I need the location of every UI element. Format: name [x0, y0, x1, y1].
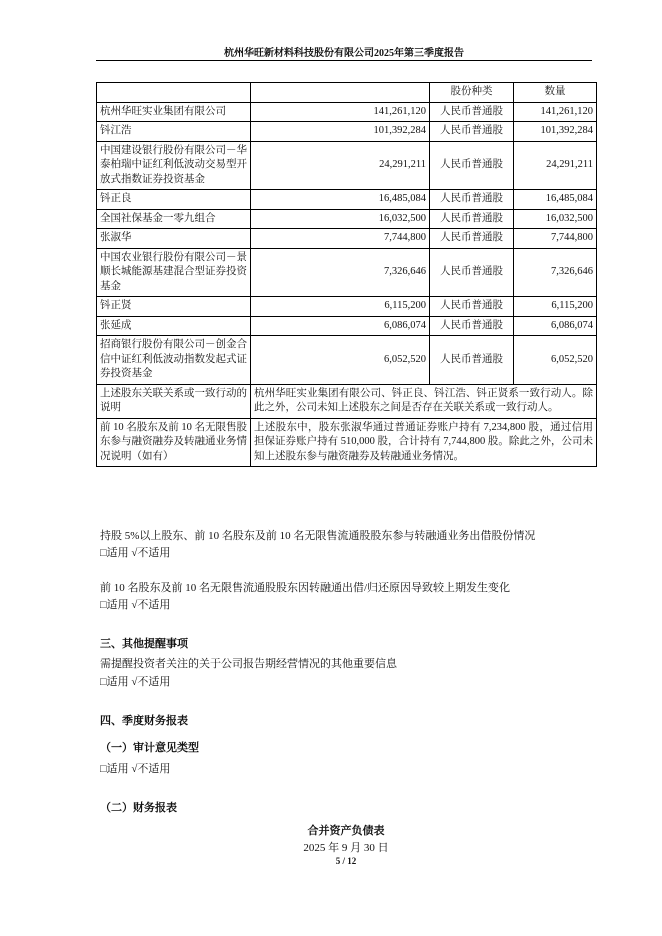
share-count-cell: 141,261,120	[251, 102, 430, 122]
table-row	[97, 229, 597, 249]
header-cell	[97, 83, 251, 103]
q1-options: □适用 √不适用	[100, 547, 171, 559]
shareholder-name-cell: 张延成	[97, 316, 251, 336]
shareholder-name-cell: 中国建设银行股份有限公司－华泰柏瑞中证红利低波动交易型开放式指数证券投资基金	[97, 141, 251, 190]
share-count-cell: 16,485,084	[251, 190, 430, 210]
share-type-cell: 人民币普通股	[430, 141, 514, 190]
share-count-cell: 16,032,500	[251, 209, 430, 229]
section3-options: □适用 √不适用	[100, 676, 171, 688]
share-type-cell: 人民币普通股	[430, 102, 514, 122]
table-row	[97, 336, 597, 385]
share-quantity-cell: 6,052,520	[514, 336, 597, 385]
share-count-cell: 6,052,520	[251, 336, 430, 385]
shareholder-name-cell: 杭州华旺实业集团有限公司	[97, 102, 251, 122]
relation-note-text: 杭州华旺实业集团有限公司、钭正良、钭江浩、钭正贤系一致行动人。除此之外，公司未知上述股东之间是否存在关联关系或一致行动人。	[251, 384, 597, 418]
share-count-cell: 24,291,211	[251, 141, 430, 190]
header-cell-quantity: 数量	[514, 83, 597, 103]
shareholder-name-cell: 钭江浩	[97, 122, 251, 142]
share-type-cell: 人民币普通股	[430, 190, 514, 210]
margin-note-label: 前 10 名股东及前 10 名无限售股东参与融资融券及转融通业务情况说明（如有）	[97, 418, 251, 467]
share-count-cell: 6,086,074	[251, 316, 430, 336]
share-quantity-cell: 16,485,084	[514, 190, 597, 210]
share-type-cell: 人民币普通股	[430, 316, 514, 336]
share-count-cell: 7,326,646	[251, 248, 430, 297]
balance-sheet-date: 2025 年 9 月 30 日	[303, 842, 389, 854]
relation-note-row	[97, 384, 597, 418]
table-row	[97, 190, 597, 210]
header-divider	[96, 60, 592, 61]
table-row	[97, 102, 597, 122]
table-row	[97, 209, 597, 229]
relation-note-label: 上述股东关联关系或一致行动的说明	[97, 384, 251, 418]
q1-text: 持股 5%以上股东、前 10 名股东及前 10 名无限售流通股股东参与转融通业务出借股份情况	[100, 530, 536, 542]
section3-text: 需提醒投资者关注的关于公司报告期经营情况的其他重要信息	[100, 658, 397, 670]
share-type-cell: 人民币普通股	[430, 122, 514, 142]
shareholder-name-cell: 中国农业银行股份有限公司－景顺长城能源基建混合型证券投资基金	[97, 248, 251, 297]
share-count-cell: 7,744,800	[251, 229, 430, 249]
share-count-cell: 101,392,284	[251, 122, 430, 142]
section4-1-title: （一）审计意见类型	[100, 742, 199, 754]
shareholder-name-cell: 张淑华	[97, 229, 251, 249]
shareholder-name-cell: 全国社保基金一零九组合	[97, 209, 251, 229]
section4-title: 四、季度财务报表	[100, 715, 188, 727]
table-row	[97, 122, 597, 142]
share-quantity-cell: 6,115,200	[514, 297, 597, 317]
share-quantity-cell: 101,392,284	[514, 122, 597, 142]
shareholder-name-cell: 招商银行股份有限公司－创金合信中证红利低波动指数发起式证券投资基金	[97, 336, 251, 385]
share-quantity-cell: 24,291,211	[514, 141, 597, 190]
page-number: 5 / 12	[335, 856, 357, 866]
share-count-cell: 6,115,200	[251, 297, 430, 317]
shareholder-name-cell: 钭正贤	[97, 297, 251, 317]
table-row	[97, 297, 597, 317]
q2-text: 前 10 名股东及前 10 名无限售流通股股东因转融通出借/归还原因导致较上期发生变化	[100, 582, 511, 594]
table-header-row	[97, 83, 597, 103]
section3-title: 三、其他提醒事项	[100, 638, 188, 650]
share-quantity-cell: 7,326,646	[514, 248, 597, 297]
share-type-cell: 人民币普通股	[430, 336, 514, 385]
table-row	[97, 141, 597, 190]
section4-1-options: □适用 √不适用	[100, 763, 171, 775]
margin-note-row	[97, 418, 597, 467]
share-type-cell: 人民币普通股	[430, 297, 514, 317]
header-cell-share-type: 股份种类	[430, 83, 514, 103]
share-quantity-cell: 7,744,800	[514, 229, 597, 249]
section4-2-title: （二）财务报表	[100, 802, 177, 814]
shareholder-name-cell: 钭正良	[97, 190, 251, 210]
table-row	[97, 316, 597, 336]
share-type-cell: 人民币普通股	[430, 229, 514, 249]
table-row	[97, 248, 597, 297]
share-quantity-cell: 6,086,074	[514, 316, 597, 336]
margin-note-text: 上述股东中，股东张淑华通过普通证券账户持有 7,234,800 股，通过信用担保证券账户持有 510,000 股，合计持有 7,744,800 股。除此之外，公司未知上述股东参与融资融券及转融通业务情况。	[251, 418, 597, 467]
shareholder-table	[96, 82, 597, 467]
header-cell	[251, 83, 430, 103]
share-quantity-cell: 16,032,500	[514, 209, 597, 229]
share-type-cell: 人民币普通股	[430, 209, 514, 229]
share-type-cell: 人民币普通股	[430, 248, 514, 297]
report-header: 杭州华旺新材料科技股份有限公司2025年第三季度报告	[224, 48, 464, 59]
q2-options: □适用 √不适用	[100, 599, 171, 611]
share-quantity-cell: 141,261,120	[514, 102, 597, 122]
balance-sheet-title: 合并资产负债表	[307, 825, 385, 837]
